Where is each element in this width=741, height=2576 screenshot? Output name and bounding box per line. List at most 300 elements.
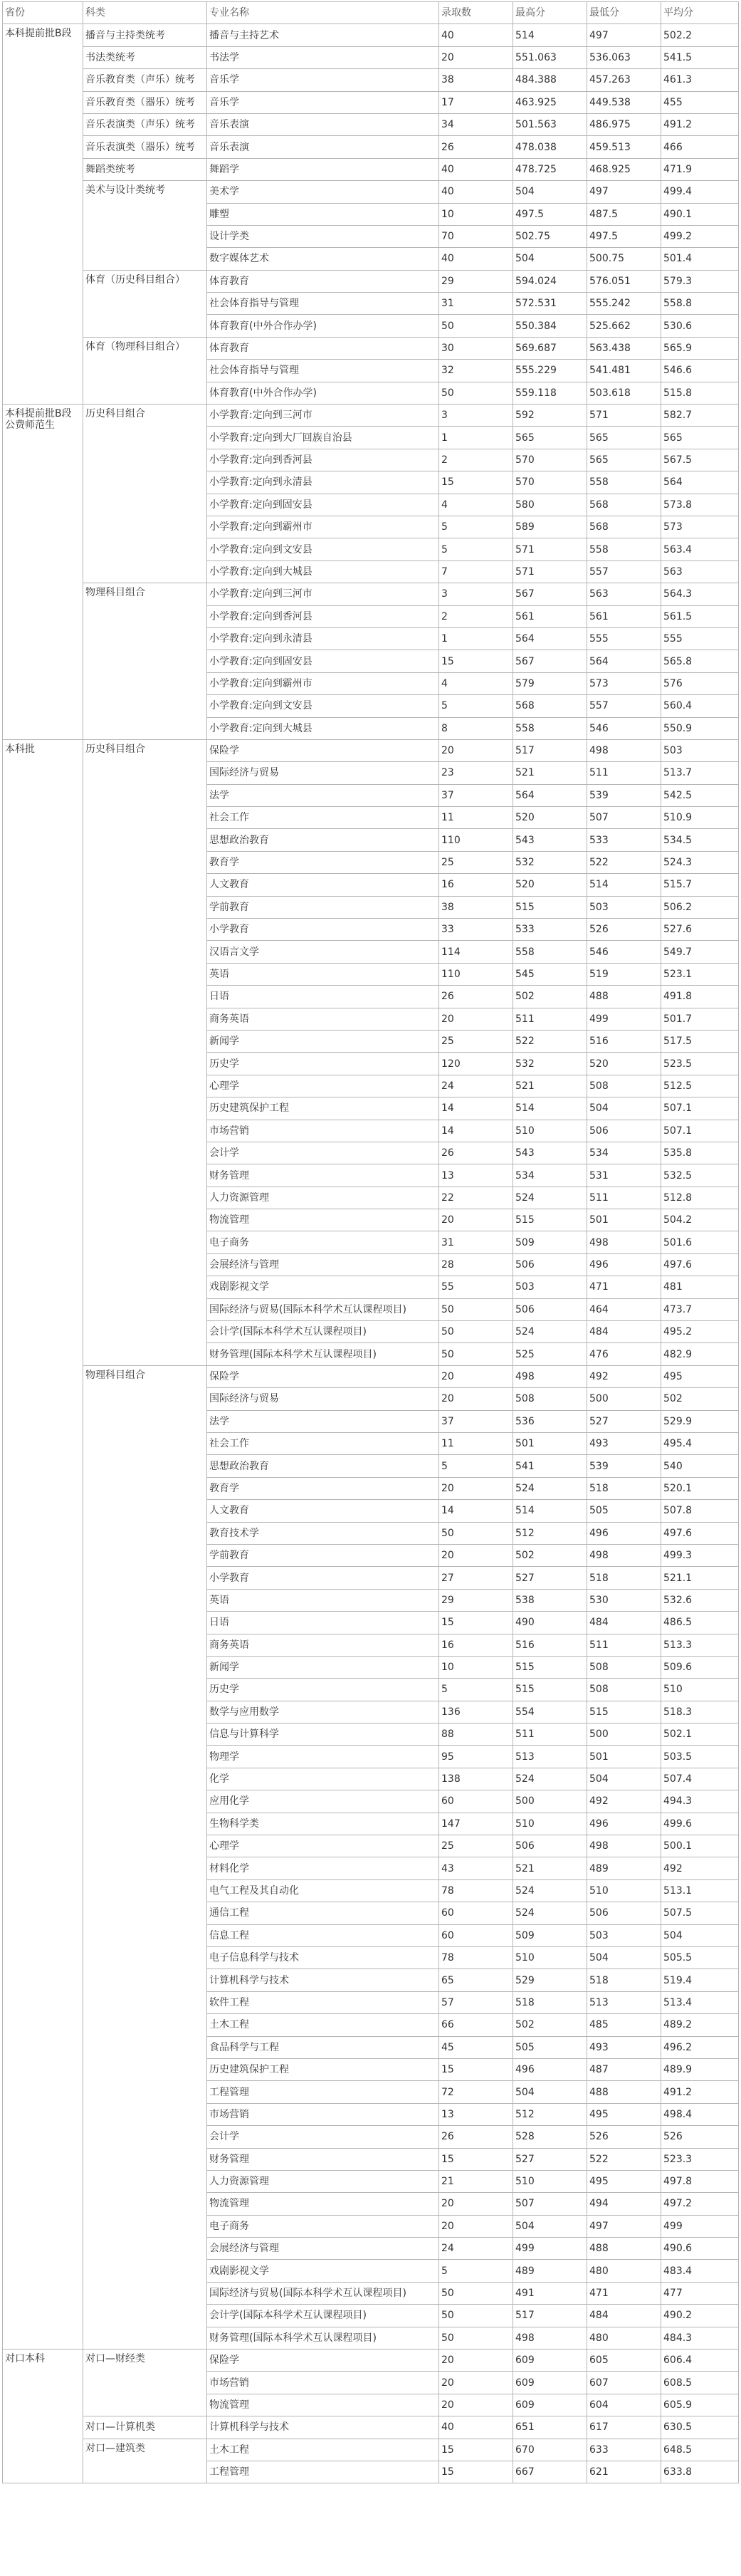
category-cell: 音乐表演类（声乐）统考 (83, 113, 207, 135)
major-cell: 日语 (207, 1612, 439, 1634)
max-score-cell: 502 (513, 2014, 587, 2036)
max-score-cell: 511 (513, 1008, 587, 1030)
min-score-cell: 501 (587, 1746, 661, 1768)
avg-score-cell: 510.9 (661, 807, 739, 829)
max-score-cell: 510 (513, 1813, 587, 1835)
avg-score-cell: 564.3 (661, 583, 739, 605)
min-score-cell: 497.5 (587, 225, 661, 247)
admitted-count-cell: 20 (439, 1388, 513, 1410)
province-cell: 本科批 (3, 739, 83, 2349)
max-score-cell: 489 (513, 2260, 587, 2282)
major-cell: 土木工程 (207, 2014, 439, 2036)
avg-score-cell: 567.5 (661, 449, 739, 471)
admitted-count-cell: 20 (439, 2193, 513, 2215)
avg-score-cell: 502.1 (661, 1724, 739, 1746)
min-score-cell: 557 (587, 695, 661, 717)
min-score-cell: 503.618 (587, 382, 661, 404)
table-row (3, 405, 739, 427)
category-cell: 物理科目组合 (83, 1365, 207, 2349)
max-score-cell: 559.118 (513, 382, 587, 404)
max-score-cell: 506 (513, 1835, 587, 1857)
max-score-cell: 484.388 (513, 69, 587, 91)
min-score-cell: 510 (587, 1879, 661, 1902)
table-row (3, 69, 739, 91)
avg-score-cell: 530.6 (661, 315, 739, 337)
avg-score-cell: 484.3 (661, 2327, 739, 2349)
avg-score-cell: 506.2 (661, 896, 739, 918)
max-score-cell: 504 (513, 2081, 587, 2103)
avg-score-cell: 510 (661, 1679, 739, 1701)
avg-score-cell: 564 (661, 471, 739, 494)
major-cell: 体育教育(中外合作办学) (207, 382, 439, 404)
max-score-cell: 501.563 (513, 113, 587, 135)
major-cell: 市场营销 (207, 2103, 439, 2125)
table-row (3, 181, 739, 203)
admitted-count-cell: 95 (439, 1746, 513, 1768)
min-score-cell: 504 (587, 1768, 661, 1790)
min-score-cell: 563.438 (587, 337, 661, 359)
major-cell: 会计学 (207, 2126, 439, 2148)
category-cell: 对口—财经类 (83, 2350, 207, 2416)
major-cell: 信息与计算科学 (207, 1724, 439, 1746)
max-score-cell: 510 (513, 1120, 587, 1142)
admitted-count-cell: 147 (439, 1813, 513, 1835)
admission-score-table (2, 1, 739, 2483)
table-row (3, 24, 739, 46)
avg-score-cell: 523.1 (661, 963, 739, 985)
avg-score-cell: 495.2 (661, 1321, 739, 1343)
min-score-cell: 563 (587, 583, 661, 605)
min-score-cell: 496 (587, 1253, 661, 1276)
max-score-cell: 521 (513, 1857, 587, 1879)
max-score-cell: 514 (513, 1097, 587, 1120)
avg-score-cell: 507.8 (661, 1500, 739, 1522)
max-score-cell: 565 (513, 427, 587, 449)
max-score-cell: 490 (513, 1612, 587, 1634)
major-cell: 汉语言文学 (207, 941, 439, 963)
min-score-cell: 480 (587, 2260, 661, 2282)
header-min-score: 最低分 (587, 2, 661, 24)
admitted-count-cell: 10 (439, 203, 513, 225)
avg-score-cell: 535.8 (661, 1142, 739, 1164)
major-cell: 会计学(国际本科学术互认课程项目) (207, 1321, 439, 1343)
min-score-cell: 526 (587, 919, 661, 941)
max-score-cell: 500 (513, 1790, 587, 1813)
admitted-count-cell: 13 (439, 1164, 513, 1187)
admitted-count-cell: 2 (439, 605, 513, 627)
max-score-cell: 504 (513, 2215, 587, 2237)
admitted-count-cell: 15 (439, 2148, 513, 2170)
major-cell: 新闻学 (207, 1656, 439, 1678)
admitted-count-cell: 4 (439, 494, 513, 516)
major-cell: 历史学 (207, 1679, 439, 1701)
table-row (3, 113, 739, 135)
category-cell: 书法类统考 (83, 46, 207, 68)
min-score-cell: 530 (587, 1589, 661, 1611)
max-score-cell: 527 (513, 2148, 587, 2170)
max-score-cell: 524 (513, 1477, 587, 1499)
min-score-cell: 506 (587, 1902, 661, 1924)
major-cell: 财务管理(国际本科学术互认课程项目) (207, 2327, 439, 2349)
admitted-count-cell: 26 (439, 2126, 513, 2148)
avg-score-cell: 648.5 (661, 2439, 739, 2461)
admitted-count-cell: 3 (439, 583, 513, 605)
min-score-cell: 568 (587, 516, 661, 538)
admitted-count-cell: 29 (439, 1589, 513, 1611)
admitted-count-cell: 14 (439, 1097, 513, 1120)
table-row (3, 337, 739, 359)
avg-score-cell: 498.4 (661, 2103, 739, 2125)
min-score-cell: 558 (587, 471, 661, 494)
max-score-cell: 524 (513, 1768, 587, 1790)
avg-score-cell: 526 (661, 2126, 739, 2148)
avg-score-cell: 490.6 (661, 2238, 739, 2260)
avg-score-cell: 573 (661, 516, 739, 538)
min-score-cell: 534 (587, 1142, 661, 1164)
admitted-count-cell: 70 (439, 225, 513, 247)
admitted-count-cell: 50 (439, 1343, 513, 1365)
min-score-cell: 564 (587, 650, 661, 672)
max-score-cell: 667 (513, 2461, 587, 2483)
admitted-count-cell: 65 (439, 1969, 513, 1991)
max-score-cell: 498 (513, 2327, 587, 2349)
major-cell: 会展经济与管理 (207, 2238, 439, 2260)
admitted-count-cell: 2 (439, 449, 513, 471)
category-cell: 对口—计算机类 (83, 2416, 207, 2439)
max-score-cell: 509 (513, 1231, 587, 1253)
admitted-count-cell: 20 (439, 2372, 513, 2394)
max-score-cell: 569.687 (513, 337, 587, 359)
avg-score-cell: 512.8 (661, 1187, 739, 1209)
admitted-count-cell: 50 (439, 382, 513, 404)
max-score-cell: 497.5 (513, 203, 587, 225)
admitted-count-cell: 1 (439, 627, 513, 650)
table-row (3, 1365, 739, 1387)
province-cell: 本科提前批B段公费师范生 (3, 405, 83, 740)
avg-score-cell: 489.9 (661, 2058, 739, 2080)
avg-score-cell: 532.6 (661, 1589, 739, 1611)
max-score-cell: 498 (513, 1365, 587, 1387)
major-cell: 生物科学类 (207, 1813, 439, 1835)
min-score-cell: 533 (587, 829, 661, 851)
min-score-cell: 513 (587, 1991, 661, 2013)
min-score-cell: 457.263 (587, 69, 661, 91)
max-score-cell: 568 (513, 695, 587, 717)
admitted-count-cell: 14 (439, 1500, 513, 1522)
admitted-count-cell: 20 (439, 1209, 513, 1231)
min-score-cell: 459.513 (587, 136, 661, 158)
min-score-cell: 539 (587, 1455, 661, 1477)
max-score-cell: 570 (513, 449, 587, 471)
min-score-cell: 471 (587, 2282, 661, 2304)
min-score-cell: 494 (587, 2193, 661, 2215)
major-cell: 书法学 (207, 46, 439, 68)
admitted-count-cell: 31 (439, 1231, 513, 1253)
max-score-cell: 589 (513, 516, 587, 538)
avg-score-cell: 582.7 (661, 405, 739, 427)
max-score-cell: 558 (513, 941, 587, 963)
major-cell: 小学教育:定向到三河市 (207, 405, 439, 427)
min-score-cell: 511 (587, 1634, 661, 1656)
admitted-count-cell: 55 (439, 1276, 513, 1298)
max-score-cell: 515 (513, 1656, 587, 1678)
major-cell: 电子信息科学与技术 (207, 1946, 439, 1968)
max-score-cell: 533 (513, 919, 587, 941)
major-cell: 小学教育:定向到大城县 (207, 560, 439, 583)
admitted-count-cell: 60 (439, 1790, 513, 1813)
major-cell: 物流管理 (207, 1209, 439, 1231)
min-score-cell: 480 (587, 2327, 661, 2349)
max-score-cell: 529 (513, 1969, 587, 1991)
min-score-cell: 525.662 (587, 315, 661, 337)
min-score-cell: 487.5 (587, 203, 661, 225)
max-score-cell: 579 (513, 672, 587, 694)
min-score-cell: 507 (587, 807, 661, 829)
min-score-cell: 487 (587, 2058, 661, 2080)
major-cell: 小学教育:定向到香河县 (207, 605, 439, 627)
min-score-cell: 605 (587, 2350, 661, 2372)
avg-score-cell: 527.6 (661, 919, 739, 941)
avg-score-cell: 494.3 (661, 1790, 739, 1813)
avg-score-cell: 517.5 (661, 1030, 739, 1052)
admitted-count-cell: 38 (439, 896, 513, 918)
min-score-cell: 488 (587, 2238, 661, 2260)
admitted-count-cell: 40 (439, 181, 513, 203)
max-score-cell: 510 (513, 2170, 587, 2192)
major-cell: 人力资源管理 (207, 2170, 439, 2192)
min-score-cell: 527 (587, 1410, 661, 1432)
min-score-cell: 488 (587, 986, 661, 1008)
min-score-cell: 576.051 (587, 270, 661, 292)
avg-score-cell: 633.8 (661, 2461, 739, 2483)
max-score-cell: 558 (513, 717, 587, 739)
major-cell: 小学教育:定向到大城县 (207, 717, 439, 739)
max-score-cell: 651 (513, 2416, 587, 2439)
admitted-count-cell: 13 (439, 2103, 513, 2125)
avg-score-cell: 523.3 (661, 2148, 739, 2170)
min-score-cell: 488 (587, 2081, 661, 2103)
max-score-cell: 545 (513, 963, 587, 985)
admitted-count-cell: 1 (439, 427, 513, 449)
avg-score-cell: 565.9 (661, 337, 739, 359)
avg-score-cell: 500.1 (661, 1835, 739, 1857)
max-score-cell: 541 (513, 1455, 587, 1477)
max-score-cell: 570 (513, 471, 587, 494)
max-score-cell: 524 (513, 1879, 587, 1902)
min-score-cell: 496 (587, 1522, 661, 1544)
admitted-count-cell: 24 (439, 2238, 513, 2260)
admitted-count-cell: 31 (439, 293, 513, 315)
max-score-cell: 511 (513, 1724, 587, 1746)
major-cell: 材料化学 (207, 1857, 439, 1879)
max-score-cell: 515 (513, 896, 587, 918)
max-score-cell: 572.531 (513, 293, 587, 315)
admitted-count-cell: 15 (439, 2461, 513, 2483)
admitted-count-cell: 11 (439, 807, 513, 829)
max-score-cell: 478.725 (513, 158, 587, 180)
max-score-cell: 592 (513, 405, 587, 427)
max-score-cell: 506 (513, 1253, 587, 1276)
table-row (3, 739, 739, 761)
min-score-cell: 617 (587, 2416, 661, 2439)
major-cell: 计算机科学与技术 (207, 2416, 439, 2439)
avg-score-cell: 523.5 (661, 1053, 739, 1075)
max-score-cell: 532 (513, 1053, 587, 1075)
avg-score-cell: 483.4 (661, 2260, 739, 2282)
major-cell: 心理学 (207, 1075, 439, 1097)
min-score-cell: 515 (587, 1701, 661, 1723)
admitted-count-cell: 23 (439, 762, 513, 784)
admitted-count-cell: 50 (439, 1298, 513, 1320)
min-score-cell: 568 (587, 494, 661, 516)
max-score-cell: 550.384 (513, 315, 587, 337)
major-cell: 小学教育:定向到永清县 (207, 471, 439, 494)
major-cell: 心理学 (207, 1835, 439, 1857)
max-score-cell: 512 (513, 1522, 587, 1544)
min-score-cell: 520 (587, 1053, 661, 1075)
admitted-count-cell: 15 (439, 650, 513, 672)
min-score-cell: 486.975 (587, 113, 661, 135)
major-cell: 小学教育 (207, 1567, 439, 1589)
max-score-cell: 503 (513, 1276, 587, 1298)
major-cell: 保险学 (207, 739, 439, 761)
category-cell: 体育（历史科目组合） (83, 270, 207, 337)
major-cell: 小学教育:定向到三河市 (207, 583, 439, 605)
max-score-cell: 555.229 (513, 360, 587, 382)
max-score-cell: 515 (513, 1679, 587, 1701)
avg-score-cell: 473.7 (661, 1298, 739, 1320)
min-score-cell: 604 (587, 2394, 661, 2416)
min-score-cell: 506 (587, 1120, 661, 1142)
admitted-count-cell: 5 (439, 538, 513, 560)
admitted-count-cell: 78 (439, 1946, 513, 1968)
avg-score-cell: 507.5 (661, 1902, 739, 1924)
max-score-cell: 509 (513, 1924, 587, 1946)
min-score-cell: 518 (587, 1567, 661, 1589)
avg-score-cell: 529.9 (661, 1410, 739, 1432)
avg-score-cell: 630.5 (661, 2416, 739, 2439)
major-cell: 软件工程 (207, 1991, 439, 2013)
min-score-cell: 503 (587, 1924, 661, 1946)
major-cell: 社会体育指导与管理 (207, 360, 439, 382)
avg-score-cell: 504.2 (661, 1209, 739, 1231)
max-score-cell: 609 (513, 2350, 587, 2372)
admitted-count-cell: 43 (439, 1857, 513, 1879)
max-score-cell: 528 (513, 2126, 587, 2148)
max-score-cell: 554 (513, 1701, 587, 1723)
admitted-count-cell: 26 (439, 136, 513, 158)
max-score-cell: 515 (513, 1209, 587, 1231)
admitted-count-cell: 50 (439, 2305, 513, 2327)
avg-score-cell: 499 (661, 2215, 739, 2237)
max-score-cell: 501 (513, 1433, 587, 1455)
table-row (3, 2416, 739, 2439)
avg-score-cell: 466 (661, 136, 739, 158)
max-score-cell: 521 (513, 1075, 587, 1097)
avg-score-cell: 503 (661, 739, 739, 761)
max-score-cell: 517 (513, 739, 587, 761)
admitted-count-cell: 136 (439, 1701, 513, 1723)
major-cell: 人文教育 (207, 874, 439, 896)
max-score-cell: 491 (513, 2282, 587, 2304)
admitted-count-cell: 40 (439, 2416, 513, 2439)
min-score-cell: 497 (587, 24, 661, 46)
max-score-cell: 513 (513, 1746, 587, 1768)
max-score-cell: 522 (513, 1030, 587, 1052)
major-cell: 财务管理 (207, 2148, 439, 2170)
avg-score-cell: 555 (661, 627, 739, 650)
avg-score-cell: 518.3 (661, 1701, 739, 1723)
min-score-cell: 495 (587, 2170, 661, 2192)
avg-score-cell: 608.5 (661, 2372, 739, 2394)
min-score-cell: 497 (587, 181, 661, 203)
admitted-count-cell: 78 (439, 1879, 513, 1902)
admitted-count-cell: 114 (439, 941, 513, 963)
admitted-count-cell: 15 (439, 471, 513, 494)
major-cell: 人文教育 (207, 1500, 439, 1522)
major-cell: 法学 (207, 784, 439, 806)
max-score-cell: 502 (513, 1544, 587, 1566)
admitted-count-cell: 10 (439, 1656, 513, 1678)
avg-score-cell: 507.1 (661, 1097, 739, 1120)
max-score-cell: 516 (513, 1634, 587, 1656)
header-max-score: 最高分 (513, 2, 587, 24)
table-row (3, 2439, 739, 2461)
major-cell: 历史学 (207, 1053, 439, 1075)
major-cell: 音乐学 (207, 69, 439, 91)
admitted-count-cell: 72 (439, 2081, 513, 2103)
min-score-cell: 557 (587, 560, 661, 583)
max-score-cell: 532 (513, 851, 587, 873)
table-row (3, 136, 739, 158)
min-score-cell: 500.75 (587, 248, 661, 270)
admitted-count-cell: 5 (439, 1679, 513, 1701)
max-score-cell: 538 (513, 1589, 587, 1611)
avg-score-cell: 519.4 (661, 1969, 739, 1991)
admitted-count-cell: 5 (439, 516, 513, 538)
admitted-count-cell: 29 (439, 270, 513, 292)
max-score-cell: 502 (513, 986, 587, 1008)
min-score-cell: 504 (587, 1097, 661, 1120)
min-score-cell: 526 (587, 2126, 661, 2148)
avg-score-cell: 520.1 (661, 1477, 739, 1499)
min-score-cell: 519 (587, 963, 661, 985)
min-score-cell: 555.242 (587, 293, 661, 315)
admitted-count-cell: 11 (439, 1433, 513, 1455)
avg-score-cell: 550.9 (661, 717, 739, 739)
min-score-cell: 573 (587, 672, 661, 694)
header-admitted: 录取数 (439, 2, 513, 24)
major-cell: 数字媒体艺术 (207, 248, 439, 270)
max-score-cell: 506 (513, 1298, 587, 1320)
avg-score-cell: 505.5 (661, 1946, 739, 1968)
max-score-cell: 543 (513, 829, 587, 851)
min-score-cell: 484 (587, 2305, 661, 2327)
admitted-count-cell: 16 (439, 874, 513, 896)
major-cell: 雕塑 (207, 203, 439, 225)
avg-score-cell: 486.5 (661, 1612, 739, 1634)
avg-score-cell: 499.2 (661, 225, 739, 247)
avg-score-cell: 497.6 (661, 1253, 739, 1276)
max-score-cell: 564 (513, 784, 587, 806)
avg-score-cell: 503.5 (661, 1746, 739, 1768)
major-cell: 应用化学 (207, 1790, 439, 1813)
category-cell: 音乐教育类（声乐）统考 (83, 69, 207, 91)
min-score-cell: 511 (587, 762, 661, 784)
avg-score-cell: 507.4 (661, 1768, 739, 1790)
max-score-cell: 580 (513, 494, 587, 516)
max-score-cell: 514 (513, 1500, 587, 1522)
